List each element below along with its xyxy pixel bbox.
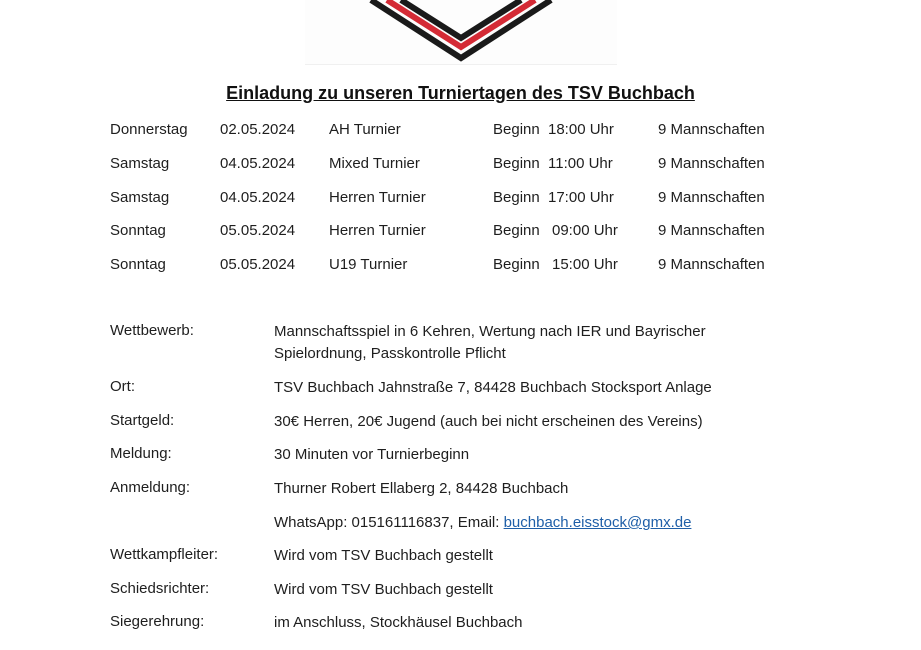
- schedule-date: 02.05.2024: [220, 121, 296, 138]
- schedule-row: [0, 222, 921, 244]
- email-link[interactable]: buchbach.eisstock@gmx.de: [503, 514, 692, 531]
- schedule-date: 04.05.2024: [220, 155, 296, 172]
- schedule-event: U19 Turnier: [329, 256, 408, 273]
- schedule-day: Sonntag: [110, 222, 166, 239]
- detail-value: 30 Minuten vor Turnierbeginn: [274, 446, 470, 463]
- detail-value: Thurner Robert Ellaberg 2, 84428 Buchbach: [274, 480, 569, 497]
- detail-value: Wird vom TSV Buchbach gestellt: [274, 581, 493, 598]
- schedule-day: Samstag: [110, 155, 170, 172]
- contact-line: [274, 512, 834, 534]
- schedule-begin-label: Beginn: [493, 155, 540, 172]
- detail-value: 30€ Herren, 20€ Jugend (auch bei nicht erscheinen des Vereins): [274, 413, 703, 430]
- detail-label: Schiedsrichter:: [110, 580, 210, 597]
- detail-label: Wettbewerb:: [110, 322, 194, 339]
- schedule-time: 18:00 Uhr: [548, 121, 614, 138]
- detail-label: Ort:: [110, 378, 135, 395]
- club-crest-icon: [305, 0, 617, 64]
- detail-value: im Anschluss, Stockhäusel Buchbach: [274, 614, 523, 631]
- schedule-event: Herren Turnier: [329, 189, 426, 206]
- schedule-time: 15:00 Uhr: [552, 256, 618, 273]
- schedule-row: [0, 121, 921, 143]
- schedule-begin-label: Beginn: [493, 222, 540, 239]
- schedule-teams: 9 Mannschaften: [658, 155, 765, 172]
- schedule-date: 04.05.2024: [220, 189, 296, 206]
- detail-value: Mannschaftsspiel in 6 Kehren, Wertung nach IER und Bayrischer Spielordnung, Passkontrolle Pflicht: [274, 323, 706, 362]
- detail-label: Siegerehrung:: [110, 613, 205, 630]
- detail-value: Wird vom TSV Buchbach gestellt: [274, 547, 493, 564]
- schedule-day: Sonntag: [110, 256, 166, 273]
- schedule-time: 11:00 Uhr: [548, 155, 613, 172]
- schedule-time: 09:00 Uhr: [552, 222, 618, 239]
- schedule-row: [0, 155, 921, 177]
- club-logo: [305, 0, 617, 65]
- schedule-begin-label: Beginn: [493, 256, 540, 273]
- schedule-day: Donnerstag: [110, 121, 188, 138]
- detail-label: Anmeldung:: [110, 479, 191, 496]
- schedule-date: 05.05.2024: [220, 256, 296, 273]
- schedule-event: AH Turnier: [329, 121, 401, 138]
- schedule-teams: 9 Mannschaften: [658, 256, 765, 273]
- schedule-begin-label: Beginn: [493, 121, 540, 138]
- schedule-time: 17:00 Uhr: [548, 189, 614, 206]
- schedule-teams: 9 Mannschaften: [658, 121, 765, 138]
- page-title: Einladung zu unseren Turniertagen des TSV Buchbach: [226, 83, 695, 103]
- schedule-begin-label: Beginn: [493, 189, 540, 206]
- schedule-event: Herren Turnier: [329, 222, 426, 239]
- schedule-row: [0, 256, 921, 278]
- schedule-day: Samstag: [110, 189, 170, 206]
- schedule-teams: 9 Mannschaften: [658, 189, 765, 206]
- detail-label: Meldung:: [110, 445, 172, 462]
- contact-text: WhatsApp: 015161116837, Email:: [274, 514, 504, 531]
- schedule-teams: 9 Mannschaften: [658, 222, 765, 239]
- schedule-row: [0, 189, 921, 211]
- detail-value: TSV Buchbach Jahnstraße 7, 84428 Buchbach Stocksport Anlage: [274, 379, 712, 396]
- schedule-date: 05.05.2024: [220, 222, 296, 239]
- detail-label: Wettkampfleiter:: [110, 546, 219, 563]
- schedule-event: Mixed Turnier: [329, 155, 420, 172]
- detail-label: Startgeld:: [110, 412, 175, 429]
